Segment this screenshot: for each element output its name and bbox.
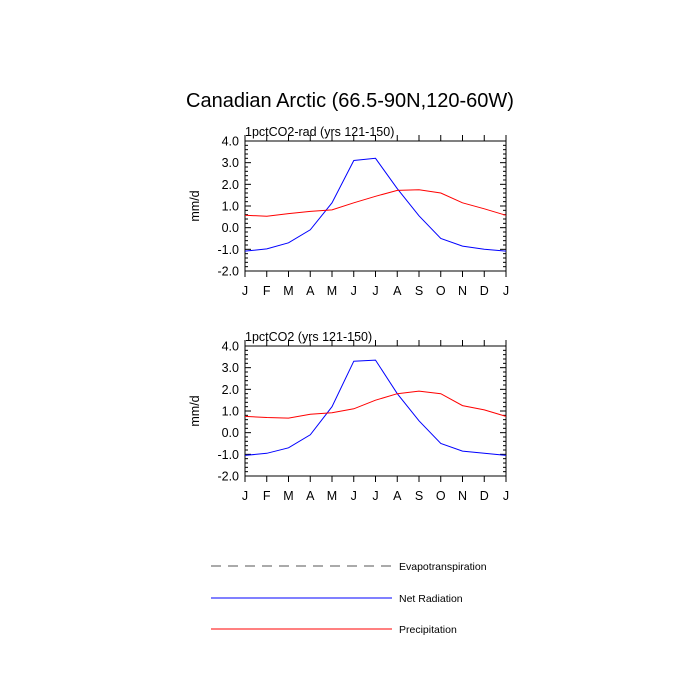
y-tick-label: -2.0 bbox=[217, 264, 239, 279]
x-tick-label: S bbox=[414, 284, 424, 298]
x-tick-label: J bbox=[372, 284, 379, 298]
x-tick-label: J bbox=[502, 489, 510, 503]
series-line-precipitation bbox=[245, 190, 506, 216]
series-line-net-radiation bbox=[245, 360, 506, 455]
panel-1 bbox=[188, 125, 509, 298]
series-line-precipitation bbox=[245, 391, 506, 418]
x-tick-label: M bbox=[283, 284, 294, 298]
y-axis-label: mm/d bbox=[188, 395, 202, 427]
plot-frame bbox=[245, 141, 506, 271]
legend-label-precipitation: Precipitation bbox=[399, 624, 457, 636]
x-tick-label: M bbox=[283, 489, 294, 503]
x-tick-label: N bbox=[457, 489, 468, 503]
y-tick-label: 0.0 bbox=[221, 221, 239, 236]
y-tick-label: -1.0 bbox=[217, 242, 239, 257]
y-tick-label: -1.0 bbox=[217, 447, 239, 462]
y-tick-label: 4.0 bbox=[221, 339, 239, 354]
x-tick-label: A bbox=[393, 489, 402, 503]
x-tick-label: A bbox=[306, 284, 315, 298]
panel-2 bbox=[188, 330, 509, 503]
chart-title: Canadian Arctic (66.5-90N,120-60W) bbox=[186, 90, 514, 112]
x-tick-label: J bbox=[241, 284, 249, 298]
x-tick-label: O bbox=[435, 284, 446, 298]
x-tick-label: F bbox=[262, 284, 271, 298]
x-tick-label: A bbox=[306, 489, 315, 503]
y-tick-label: 4.0 bbox=[221, 134, 239, 149]
x-tick-label: J bbox=[241, 489, 249, 503]
y-tick-label: 1.0 bbox=[221, 199, 239, 214]
panel-title: 1pctCO2 (yrs 121-150) bbox=[245, 330, 373, 344]
x-tick-label: D bbox=[479, 284, 489, 298]
x-tick-label: J bbox=[350, 489, 357, 503]
panel-title: 1pctCO2-rad (yrs 121-150) bbox=[245, 125, 395, 139]
legend bbox=[211, 561, 487, 636]
x-tick-label: A bbox=[393, 284, 402, 298]
x-tick-label: S bbox=[414, 489, 424, 503]
y-tick-label: 3.0 bbox=[221, 156, 239, 171]
x-tick-label: M bbox=[326, 284, 338, 298]
x-tick-label: J bbox=[372, 489, 379, 503]
y-tick-label: 3.0 bbox=[221, 361, 239, 376]
legend-label-evapotranspiration: Evapotranspiration bbox=[399, 561, 487, 573]
x-tick-label: O bbox=[435, 489, 446, 503]
x-tick-label: J bbox=[502, 284, 510, 298]
y-tick-label: 0.0 bbox=[221, 426, 239, 441]
x-tick-label: F bbox=[262, 489, 271, 503]
x-tick-label: N bbox=[457, 284, 468, 298]
y-axis-label: mm/d bbox=[188, 190, 202, 222]
y-tick-label: 2.0 bbox=[221, 177, 239, 192]
series-line-net-radiation bbox=[245, 158, 506, 251]
panels-container bbox=[188, 125, 509, 503]
y-tick-label: 2.0 bbox=[221, 382, 239, 397]
x-tick-label: J bbox=[350, 284, 357, 298]
x-tick-label: D bbox=[479, 489, 489, 503]
y-tick-label: -2.0 bbox=[217, 469, 239, 484]
x-tick-label: M bbox=[326, 489, 338, 503]
y-tick-label: 1.0 bbox=[221, 404, 239, 419]
legend-label-net-radiation: Net Radiation bbox=[399, 593, 463, 605]
plot-frame bbox=[245, 346, 506, 476]
